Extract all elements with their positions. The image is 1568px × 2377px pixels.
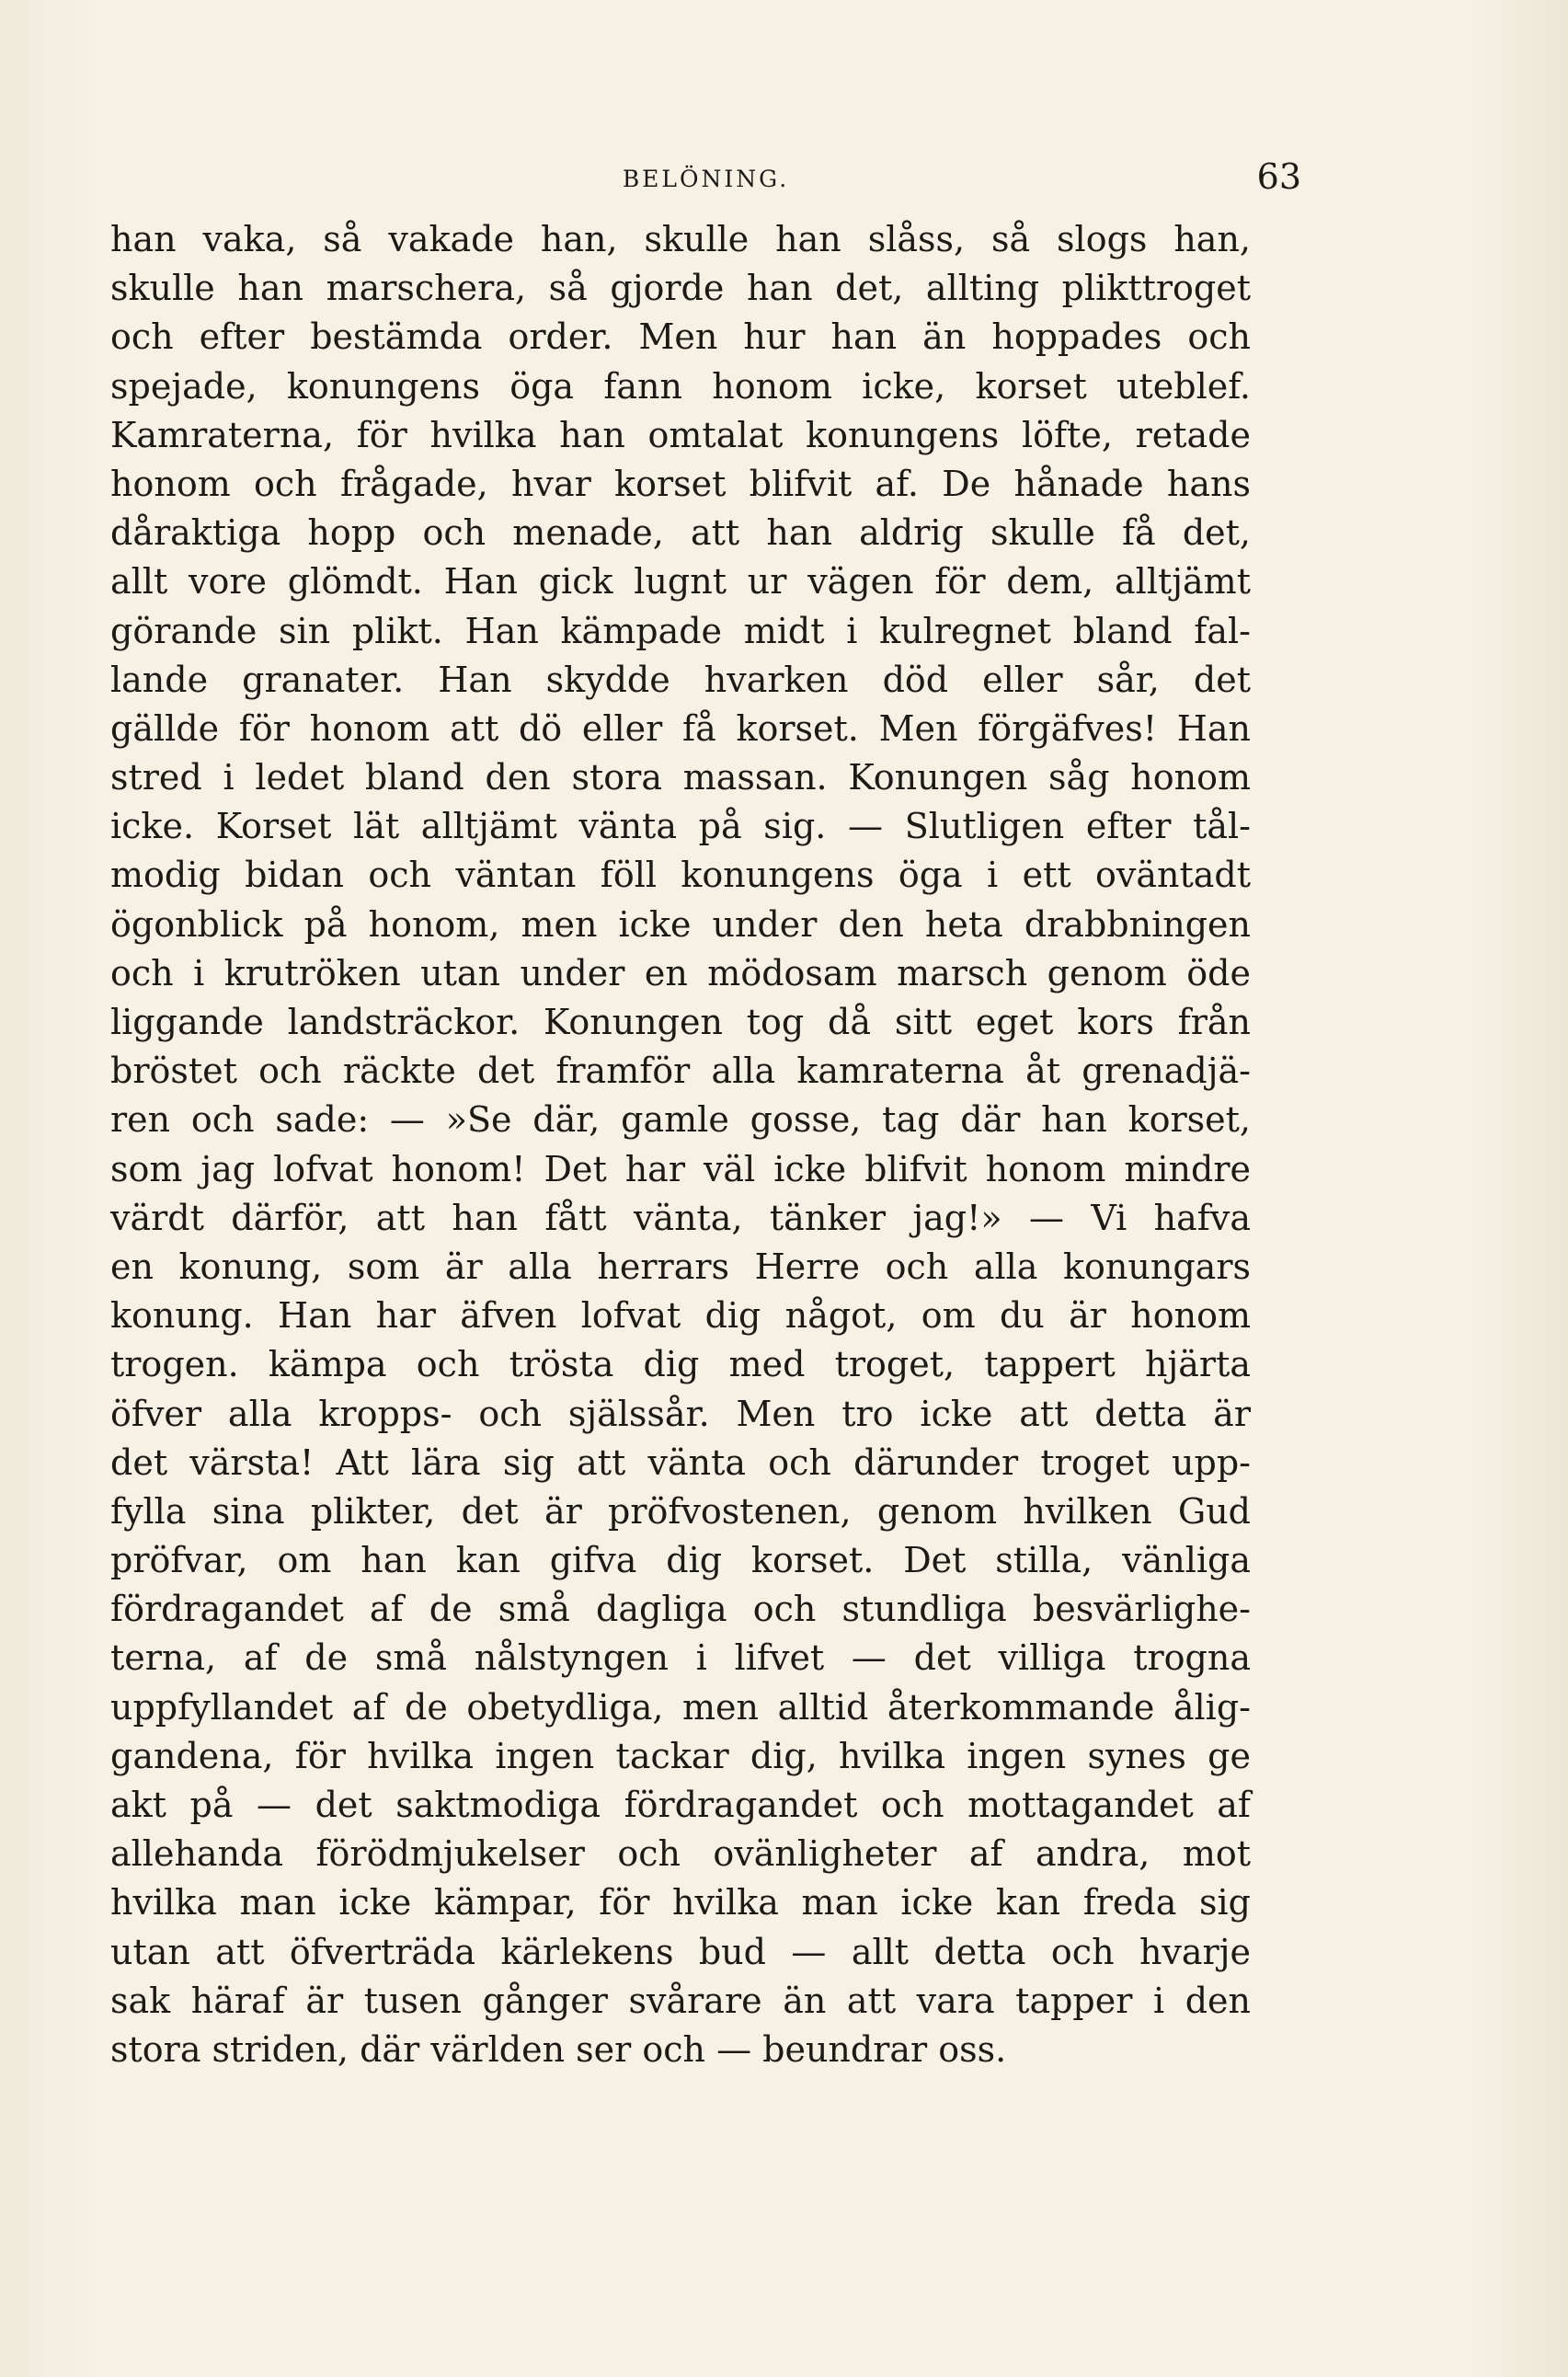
text-line: modig bidan och väntan föll konungens öga i ett oväntadt: [110, 855, 1251, 896]
text-line: konung. Han har äfven lofvat dig något, om du är honom: [110, 1295, 1251, 1337]
text-line: gällde för honom att dö eller få korset. Men förgäfves! Han: [110, 707, 1251, 749]
text-line: liggande landsträckor. Konungen tog då sitt eget kors från: [110, 1002, 1251, 1042]
text-line: görande sin plikt. Han kämpade midt i kulregnet bland fal-: [110, 610, 1251, 651]
text-line: det värsta! Att lära sig att vänta och därunder troget upp-: [110, 1441, 1251, 1483]
text-line: pröfvar, om han kan gifva dig korset. Det stilla, vänliga: [110, 1540, 1251, 1581]
text-line: värdt därför, att han fått vänta, tänker jag!» — Vi hafva: [110, 1197, 1251, 1238]
text-line: honom och frågade, hvar korset blifvit af. De hånade hans: [110, 463, 1251, 504]
text-line: Kamraterna, för hvilka han omtalat konungens löfte, retade: [110, 414, 1251, 455]
page-number: 63: [1256, 156, 1301, 197]
text-line: han vaka, så vakade han, skulle han slåss, så slogs han,: [110, 219, 1251, 259]
text-line: lande granater. Han skydde hvarken död eller sår, det: [110, 659, 1251, 700]
text-line: sak häraf är tusen gånger svårare än att vara tapper i den: [110, 1980, 1251, 2021]
text-line: hvilka man icke kämpar, för hvilka man icke kan freda sig: [110, 1882, 1251, 1923]
text-line: och i krutröken utan under en mödosam marsch genom öde: [110, 952, 1251, 993]
text-line: öfver alla kropps- och själssår. Men tro icke att detta är: [110, 1393, 1251, 1434]
text-line: icke. Korset lät alltjämt vänta på sig. — Slutligen efter tål-: [110, 806, 1251, 847]
text-line: en konung, som är alla herrars Herre och alla konungars: [110, 1246, 1251, 1287]
running-head: BELÖNING.: [622, 166, 790, 192]
text-line: som jag lofvat honom! Det har väl icke blifvit honom mindre: [110, 1148, 1251, 1189]
text-line: allehanda förödmjukelser och ovänligheter af andra, mot: [110, 1833, 1251, 1875]
text-line: ren och sade: — »Se där, gamle gosse, tag där han korset,: [110, 1099, 1251, 1141]
text-line: fylla sina plikter, det är pröfvostenen, genom hvilken Gud: [110, 1490, 1251, 1532]
text-line: dåraktiga hopp och menade, att han aldrig skulle få det,: [110, 512, 1251, 554]
body-text: [110, 215, 1251, 2074]
text-line: uppfyllandet af de obetydliga, men alltid återkommande ålig-: [110, 1686, 1251, 1728]
text-line: trogen. kämpa och trösta dig med troget, tappert hjärta: [110, 1344, 1251, 1385]
text-line: stora striden, där världen ser och — beundrar oss.: [110, 2028, 1007, 2070]
text-line: ögonblick på honom, men icke under den heta drabbningen: [110, 903, 1251, 945]
text-line: fördragandet af de små dagliga och stundliga besvärlighe-: [110, 1589, 1251, 1630]
text-line: allt vore glömdt. Han gick lugnt ur vägen för dem, alltjämt: [110, 561, 1251, 603]
text-line: utan att öfverträda kärlekens bud — allt detta och hvarje: [110, 1931, 1251, 1972]
text-line: skulle han marschera, så gjorde han det, allting plikttroget: [110, 268, 1251, 309]
text-line: gandena, för hvilka ingen tackar dig, hvilka ingen synes ge: [110, 1735, 1251, 1776]
text-line: akt på — det saktmodiga fördragandet och mottagandet af: [110, 1785, 1251, 1825]
text-line: bröstet och räckte det framför alla kamraterna åt grenadjä-: [110, 1051, 1251, 1092]
text-line: terna, af de små nålstyngen i lifvet — det villiga trogna: [110, 1637, 1251, 1679]
page-header: [110, 155, 1301, 210]
text-line: och efter bestämda order. Men hur han än hoppades och: [110, 316, 1251, 358]
text-line: stred i ledet bland den stora massan. Konungen såg honom: [110, 757, 1251, 798]
text-line: spejade, konungens öga fann honom icke, korset uteblef.: [110, 365, 1251, 407]
